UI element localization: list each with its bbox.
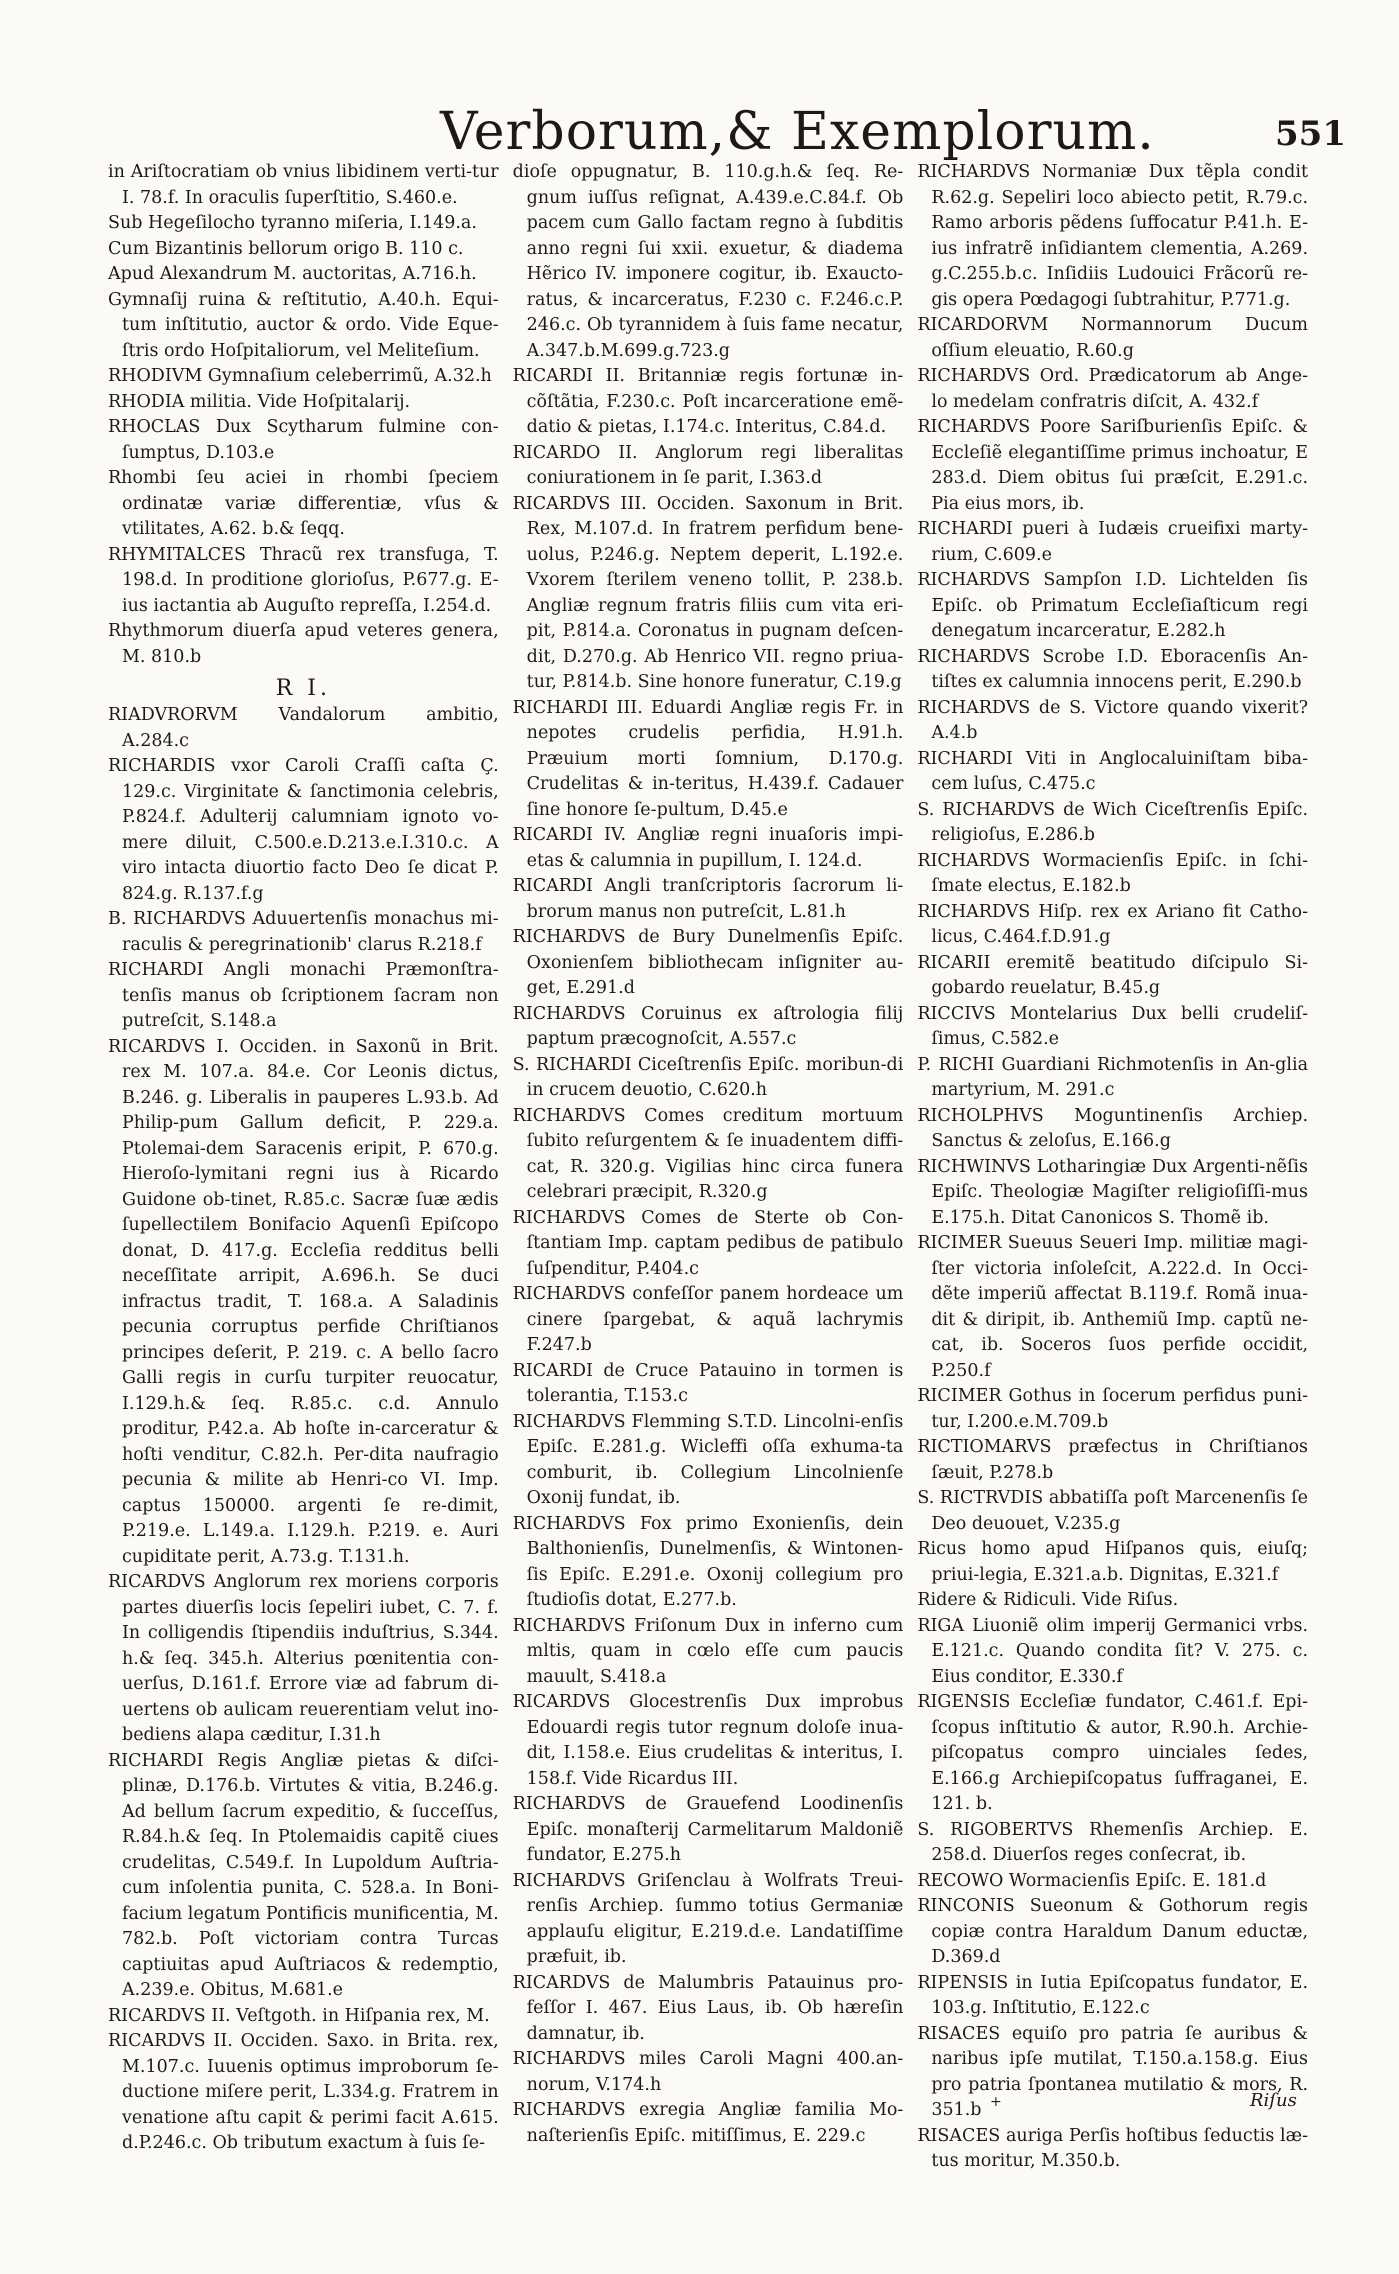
index-entry: RICHARDVS confeſſor panem hordeace um cinere ſpargebat, & aquã lachrymis F.247.b	[512, 1284, 904, 1355]
index-entry: RICHARDI Regis Angliæ pietas & diſci-plinæ, D.176.b. Virtutes & vitia, B.246.g. Ad bellum ſacrum expeditio, & ſucceſſus, R.84.h.& ſeq. In Ptolemaidis capitẽ ciues crudelitas, C.549.f. In Lupoldum Auſtria-cum inſolentia punita, C. 528.a. In Boni-facium legatum Pontificis munificentia, M. 782.b. Poſt victoriam contra Turcas captiuitas apud Auſtriacos & redemptio, A.239.e. Obitus, M.681.e	[108, 1750, 499, 2000]
index-entry: RICHARDI pueri à Iudæis crueifixi marty-rium, C.609.e	[917, 519, 1309, 565]
index-entry: RICHARDVS Hiſp. rex ex Ariano fit Catho-licus, C.464.f.D.91.g	[917, 901, 1309, 947]
index-entry: RISACES equiſo pro patria ſe auribus & naribus ipſe mutilat, T.150.a.158.g. Eius pro patria ſpontanea mutilatio & mors, R. 351.b	[917, 2023, 1309, 2120]
index-entry: RHODIVM Gymnaſium celeberrimũ, A.32.h	[108, 366, 492, 386]
index-entry: S. RIGOBERTVS Rhemenſis Archiep. E. 258.d. Diuerſos reges conſecrat, ib.	[917, 1819, 1309, 1865]
index-entry: Sub Hegeſilocho tyranno miſeria, I.149.a.	[108, 213, 477, 233]
index-entry: RICHARDVS Poore Sariſburienſis Epiſc. & Eccleſiẽ elegantiſſime primus inchoatur, E 283.d. Diem obitus ſui præſcit, E.291.c. Pia eius mors, ib.	[917, 417, 1309, 514]
index-column-1	[108, 160, 499, 2153]
page-number: 551	[1275, 114, 1346, 154]
index-entry: P. RICHI Guardiani Richmotenſis in An-glia martyrium, M. 291.c	[917, 1054, 1309, 1100]
index-entry: RICARDI IV. Angliæ regni inuaſoris impi-etas & calumnia in pupillum, I. 124.d.	[512, 825, 904, 871]
index-entry: RICARII eremitẽ beatitudo diſcipulo Si-gobardo reuelatur, B.45.g	[917, 952, 1309, 998]
index-entry: RICHARDI Viti in Anglocaluiniſtam biba-cem luſus, C.475.c	[917, 748, 1309, 794]
index-entry: RIPENSIS in Iutia Epiſcopatus fundator, E. 103.g. Inſtitutio, E.122.c	[917, 1972, 1309, 2018]
index-entry: RINCONIS Sueonum & Gothorum regis copiæ contra Haraldum Danum eductæ, D.369.d	[917, 1896, 1309, 1967]
index-entry: RICHARDVS de S. Victore quando vixerit? A.4.b	[917, 697, 1309, 743]
index-entry: RICHARDVS Normaniæ Dux tẽpla condit R.62.g. Sepeliri loco abiecto petit, R.79.c. Ramo arboris pẽdens ſuffocatur P.41.h. E-ius infratrẽ inſidiantem clementia, A.269. g.C.255.b.c. Inſidiis Ludouici Frãcorũ re-gis opera Pœdagogi ſubtrahitur, P.771.g.	[917, 162, 1309, 310]
index-entry: RICARDVS II. Occiden. Saxo. in Brita. rex, M.107.c. Iuuenis optimus improborum ſe-ductione miſere perit, L.334.g. Fratrem in venatione aſtu capit & perimi facit A.615. d.P.246.c. Ob tributum exactum à ſuis ſe-	[108, 2031, 499, 2153]
index-entry: S. RICTRVDIS abbatiſſa poſt Marcenenſis ſe Deo deuouet, V.235.g	[917, 1488, 1309, 1534]
index-entry: RICHARDVS de Grauefend Loodinenſis Epiſc. monaſterij Carmelitarum Maldoniẽ fundator, E.275.h	[512, 1794, 904, 1865]
index-entry: RICARDO II. Anglorum regi liberalitas coniurationem in ſe parit, I.363.d	[512, 442, 904, 488]
index-entry: RICTIOMARVS præfectus in Chriſtianos ſæuit, P.278.b	[917, 1437, 1309, 1483]
index-entry: RICHARDIS vxor Caroli Craſſi caſta Ç. 129.c. Virginitate & ſanctimonia celebris, P.824.f. Adulterij calumniam ignoto vo-mere diluit, C.500.e.D.213.e.I.310.c. A viro intacta diuortio facto Deo ſe dicat P. 824.g. R.137.f.g	[108, 756, 499, 904]
index-entry: RICARDI de Cruce Patauino in tormen is tolerantia, T.153.c	[512, 1360, 904, 1406]
index-entry: RICHARDVS Wormacienſis Epiſc. in ſchi-ſmate electus, E.182.b	[917, 850, 1309, 896]
index-entry: RHODIA militia. Vide Hoſpitalarij.	[108, 391, 411, 412]
index-entry: RICHOLPHVS Moguntinenſis Archiep. Sanctus & zeloſus, E.166.g	[917, 1105, 1309, 1151]
index-entry: Apud Alexandrum M. auctoritas, A.716.h.	[108, 264, 477, 284]
index-entry: Rhythmorum diuerſa apud veteres genera, M. 810.b	[108, 621, 499, 667]
index-entry: RICHARDVS Scrobe I.D. Eboracenſis An-tiſtes ex calumnia innocens perit, E.290.b	[917, 646, 1309, 692]
index-entry: RICHARDVS Sampſon I.D. Lichtelden ſis Epiſc. ob Primatum Eccleſiaſticum regi denegatum incarceratur, E.282.h	[917, 570, 1309, 641]
index-entry: B. RICHARDVS Aduuertenſis monachus mi-raculis & peregrinationib' clarus R.218.f	[108, 909, 499, 955]
index-entry: dioſe oppugnatur, B. 110.g.h.& ſeq. Re-gnum iuſſus reſignat, A.439.e.C.84.f. Ob pacem cum Gallo factam regno à ſubditis anno regni ſui xxii. exuetur, & diadema Hẽrico IV. imponere cogitur, ib. Exaucto-ratus, & incarceratus, F.230 c. F.246.c.P. 246.c. Ob tyrannidem à ſuis fame necatur, A.347.b.M.699.g.723.g	[512, 162, 904, 361]
index-entry: RHOCLAS Dux Scytharum fulmine con-ſumptus, D.103.e	[108, 417, 499, 463]
index-entry: RICARDVS III. Occiden. Saxonum in Brit. Rex, M.107.d. In fratrem perfidum bene-uolus, P.246.g. Neptem deperit, L.192.e. Vxorem ſterilem veneno tollit, P. 238.b. Angliæ regnum fratris filiis cum vita eri-pit, P.814.a. Coronatus in pugnam deſcen-dit, D.270.g. Ab Henrico VII. regno priua-tur, P.814.b. Sine honore funeratur, C.19.g	[512, 493, 904, 692]
index-entry: RICHARDVS Flemming S.T.D. Lincolni-enſis Epiſc. E.281.g. Wicleffi oſſa exhuma-ta comburit, ib. Collegium Lincolnienſe Oxonij fundat, ib.	[512, 1411, 904, 1508]
index-entry: S. RICHARDVS de Wich Ciceſtrenſis Epiſc. religioſus, E.286.b	[917, 799, 1309, 845]
index-column-2	[512, 160, 904, 2146]
index-entry: S. RICHARDI Ciceſtrenſis Epiſc. moribun-di in crucem deuotio, C.620.h	[512, 1054, 904, 1100]
index-entry: RICHARDVS de Bury Dunelmenſis Epiſc. Oxonienſem bibliothecam inſigniter au-get, E.291.d	[512, 927, 904, 998]
printer-mark: +	[990, 2094, 1002, 2110]
index-entry: RICHARDVS Griſenclau à Wolfrats Treui-renſis Archiep. ſummo totius Germaniæ applauſu eligitur, E.219.d.e. Landatiſſime præfuit, ib.	[512, 1870, 904, 1967]
index-entry: RIGA Liuoniẽ olim imperij Germanici vrbs. E.121.c. Quando condita ſit? V. 275. c. Eius conditor, E.330.f	[917, 1615, 1309, 1687]
index-entry: RICHARDVS Fox primo Exonienſis, dein Balthonienſis, Dunelmenſis, & Wintonen-ſis Epiſc. E.291.e. Oxonij collegium pro ſtudioſis dotat, E.277.b.	[512, 1513, 904, 1610]
index-entry: RICARDVS Anglorum rex moriens corporis partes diuerſis locis ſepeliri iubet, C. 7. f. In colligendis ſtipendiis induſtrius, S.344. h.& ſeq. 345.h. Alterius pœnitentia con-uerſus, D.161.f. Errore viæ ad fabrum di-uertens ob aulicam reuerentiam velut ino-bediens alapa cæditur, I.31.h	[108, 1572, 499, 1745]
catchword: Riſus	[1250, 2090, 1297, 2111]
index-entry: Gymnaſij ruina & reſtitutio, A.40.h. Equi-tum inſtitutio, auctor & ordo. Vide Eque-ſtris ordo Hoſpitaliorum, vel Meliteſium.	[108, 289, 499, 361]
section-heading: R I.	[275, 676, 331, 701]
index-columns	[108, 160, 1309, 2171]
index-entry: RICHARDVS Coruinus ex aſtrologia filij paptum præcognoſcit, A.557.c	[512, 1003, 904, 1049]
index-entry: RICARDI II. Britanniæ regis fortunæ in-cõſtãtia, F.230.c. Poſt incarceratione emẽ-datio & pietas, I.174.c. Interitus, C.84.d.	[512, 366, 904, 437]
index-entry: RICHARDI III. Eduardi Angliæ regis Fr. in nepotes crudelis perfidia, H.91.h. Præuium morti ſomnium, D.170.g. Crudelitas & in-teritus, H.439.f. Cadauer ſine honore ſe-pultum, D.45.e	[512, 697, 904, 820]
index-entry: Ricus homo apud Hiſpanos quis, eiuſq; priui-legia, E.321.a.b. Dignitas, E.321.f	[917, 1539, 1309, 1585]
index-entry: RISACES auriga Perſis hoſtibus ſeductis læ-tus moritur, M.350.b.	[917, 2125, 1309, 2171]
index-entry: RICHARDVS Comes de Sterte ob Con-ſtantiam Imp. captam pedibus de patibulo ſuſpenditur, P.404.c	[512, 1207, 904, 1279]
index-entry: RICIMER Gothus in ſocerum perfidus puni-tur, I.200.e.M.709.b	[917, 1386, 1309, 1432]
index-entry: RICHWINVS Lotharingiæ Dux Argenti-nẽſis Epiſc. Theologiæ Magiſter religioſiſſi-mus E.175.h. Ditat Canonicos S. Thomẽ ib.	[917, 1156, 1309, 1228]
index-entry: RIGENSIS Eccleſiæ fundator, C.461.f. Epi-ſcopus inſtitutio & autor, R.90.h. Archie-piſcopatus compro uinciales ſedes, E.166.g Archiepiſcopatus ſuffraganei, E. 121. b.	[917, 1692, 1309, 1814]
index-entry: RECOWO Wormacienſis Epiſc. E. 181.d	[917, 1870, 1267, 1891]
index-entry: RICCIVS Montelarius Dux belli crudeliſ-ſimus, C.582.e	[917, 1003, 1309, 1049]
index-column-3	[917, 160, 1309, 2171]
index-entry: RICARDVS de Malumbris Patauinus pro-feſſor I. 467. Eius Laus, ib. Ob hæreſin damnatur, ib.	[512, 1972, 904, 2044]
index-entry: in Ariſtocratiam ob vnius libidinem verti-tur I. 78.f. In oraculis ſuperſtitio, S.460.e.	[108, 162, 499, 208]
index-entry: Cum Bizantinis bellorum origo B. 110 c.	[108, 238, 464, 259]
running-title: Verborum,& Exemplorum.	[440, 102, 1155, 162]
index-entry: RICHARDVS Ord. Prædicatorum ab Ange-lo medelam confratris diſcit, A. 432.f	[917, 366, 1309, 412]
index-entry: Rhombi ſeu aciei in rhombi ſpeciem ordinatæ variæ differentiæ, vſus & vtilitates, A.62. b.& ſeqq.	[108, 468, 499, 539]
index-entry: RICARDVS Glocestrenſis Dux improbus Edouardi regis tutor regnum doloſe inua-dit, I.158.e. Eius crudelitas & interitus, I. 158.f. Vide Ricardus III.	[512, 1692, 904, 1789]
index-entry: RICARDVS II. Veſtgoth. in Hiſpania rex, M.	[108, 2005, 490, 2026]
index-entry: RICIMER Sueuus Seueri Imp. militiæ magi-ſter victoria inſoleſcit, A.222.d. In Occi-dẽte imperiũ affectat B.119.f. Romã inua-dit & diripit, ib. Anthemiũ Imp. captũ ne-cat, ib. Soceros ſuos perfide occidit, P.250.f	[917, 1233, 1309, 1381]
index-entry: RICARDORVM Normannorum Ducum oſſium eleuatio, R.60.g	[917, 315, 1309, 361]
index-entry: RICHARDVS exregia Angliæ familia Mo-naſterienſis Epiſc. mitiſſimus, E. 229.c	[512, 2100, 904, 2146]
index-entry: RICHARDI Angli monachi Præmonſtra-tenſis manus ob ſcriptionem ſacram non putreſcit, S.148.a	[108, 960, 499, 1031]
index-entry: RICHARDVS Friſonum Dux in inferno cum mltis, quam in cœlo eſſe cum paucis mauult, S.418.a	[512, 1615, 904, 1687]
index-entry: RIADVRORVM Vandalorum ambitio, A.284.c	[108, 705, 499, 751]
index-entry: RICHARDVS miles Caroli Magni 400.an-norum, V.174.h	[512, 2049, 904, 2095]
index-entry: RICARDVS I. Occiden. in Saxonũ in Brit. rex M. 107.a. 84.e. Cor Leonis dictus, B.246. g. Liberalis in pauperes L.93.b. Ad Philip-pum Gallum deficit, P. 229.a. Ptolemai-dem Saracenis eripit, P. 670.g. Hieroſo-lymitani regni ius à Ricardo Guidone ob-tinet, R.85.c. Sacræ ſuæ ædis ſupellectilem Bonifacio Aquenſi Epiſcopo donat, D. 417.g. Eccleſia redditus belli neceſſitate arripit, A.696.h. Se duci infractus tradit, T. 168.a. A Saladinis pecunia corruptus perfide Chriſtianos principes deſerit, P. 219. c. A bello ſacro Galli regis in curſu turpiter reuocatur, I.129.h.& ſeq. R.85.c. c.d. Annulo proditur, P.42.a. Ab hoſte in-carceratur & hoſti venditur, C.82.h. Per-dita naufragio pecunia & milite ab Henri-co VI. Imp. captus 150000. argenti ſe re-dimit, P.219.e. L.149.a. I.129.h. P.219. e. Auri cupiditate perit, A.73.g. T.131.h.	[108, 1036, 499, 1567]
index-entry: RICHARDVS Comes creditum mortuum ſubito reſurgentem & ſe inuadentem diffi-cat, R. 320.g. Vigilias hinc circa funera celebrari præcipit, R.320.g	[512, 1105, 904, 1202]
index-entry: RHYMITALCES Thracũ rex transfuga, T. 198.d. In proditione glorioſus, P.677.g. E-ius iactantia ab Auguſto repreſſa, I.254.d.	[108, 544, 499, 616]
index-entry: RICARDI Angli tranſcriptoris ſacrorum li-brorum manus non putreſcit, L.81.h	[512, 876, 904, 922]
index-entry: Ridere & Ridiculi. Vide Riſus.	[917, 1590, 1179, 1610]
